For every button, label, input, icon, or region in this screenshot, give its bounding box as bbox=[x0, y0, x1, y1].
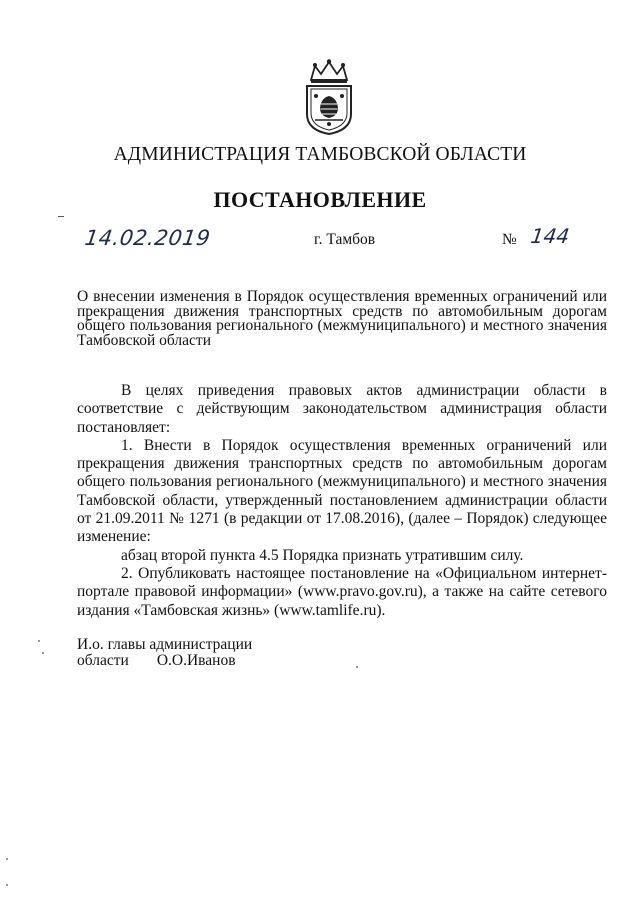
margin-mark bbox=[58, 216, 64, 217]
signatory-position: И.о. главы администрации bbox=[77, 636, 253, 653]
body-paragraph: В целях приведения правовых актов администрации области в соответствие с действующим законодательством администрация области постановляет: bbox=[77, 382, 607, 436]
document-date: 14.02.2019 bbox=[83, 226, 212, 250]
organization-name: АДМИНИСТРАЦИЯ ТАМБОВСКОЙ ОБЛАСТИ bbox=[113, 144, 527, 165]
tambov-coat-of-arms-icon bbox=[301, 58, 357, 136]
scan-speck bbox=[6, 858, 8, 860]
scan-speck bbox=[356, 666, 358, 668]
body-paragraph: 2. Опубликовать настоящее постановление на «Официальном интернет-портале правовой информации» (www.pravo.gov.ru), а также на сайте сетевого издания «Тамбовская жизнь» (www.tamlife.ru). bbox=[77, 564, 607, 619]
signature-block bbox=[77, 637, 252, 668]
scan-speck bbox=[42, 652, 44, 654]
document-type: ПОСТАНОВЛЕНИЕ bbox=[213, 187, 427, 212]
document-body bbox=[77, 382, 607, 620]
document-title: О внесении изменения в Порядок осуществления временных ограничений или прекращения движения транспортных средств по автомобильным дорогам общего пользования регионального (межмуниципального) и местного значения Тамбовской области bbox=[77, 288, 607, 349]
scan-speck bbox=[38, 640, 40, 642]
body-paragraph: абзац второй пункта 4.5 Порядка признать утратившим силу. bbox=[121, 546, 524, 564]
document-number: 144 bbox=[529, 224, 571, 248]
scan-speck bbox=[6, 884, 8, 886]
signatory-position-cont: области bbox=[77, 651, 129, 669]
document-number-label: № bbox=[502, 231, 517, 248]
document-city: г. Тамбов bbox=[314, 231, 376, 248]
signatory-name: О.О.Иванов bbox=[156, 651, 236, 669]
body-paragraph: 1. Внести в Порядок осуществления временных ограничений или прекращения движения транспортных средств по автомобильным дорогам общего пользования регионального (межмуниципального) и местного значения Тамбовской области, утвержденный постановлением администрации области от 21.09.2011 № 1271 (в редакции от 17.08.2016), (далее – Порядок) следующее изменение: bbox=[77, 436, 607, 546]
